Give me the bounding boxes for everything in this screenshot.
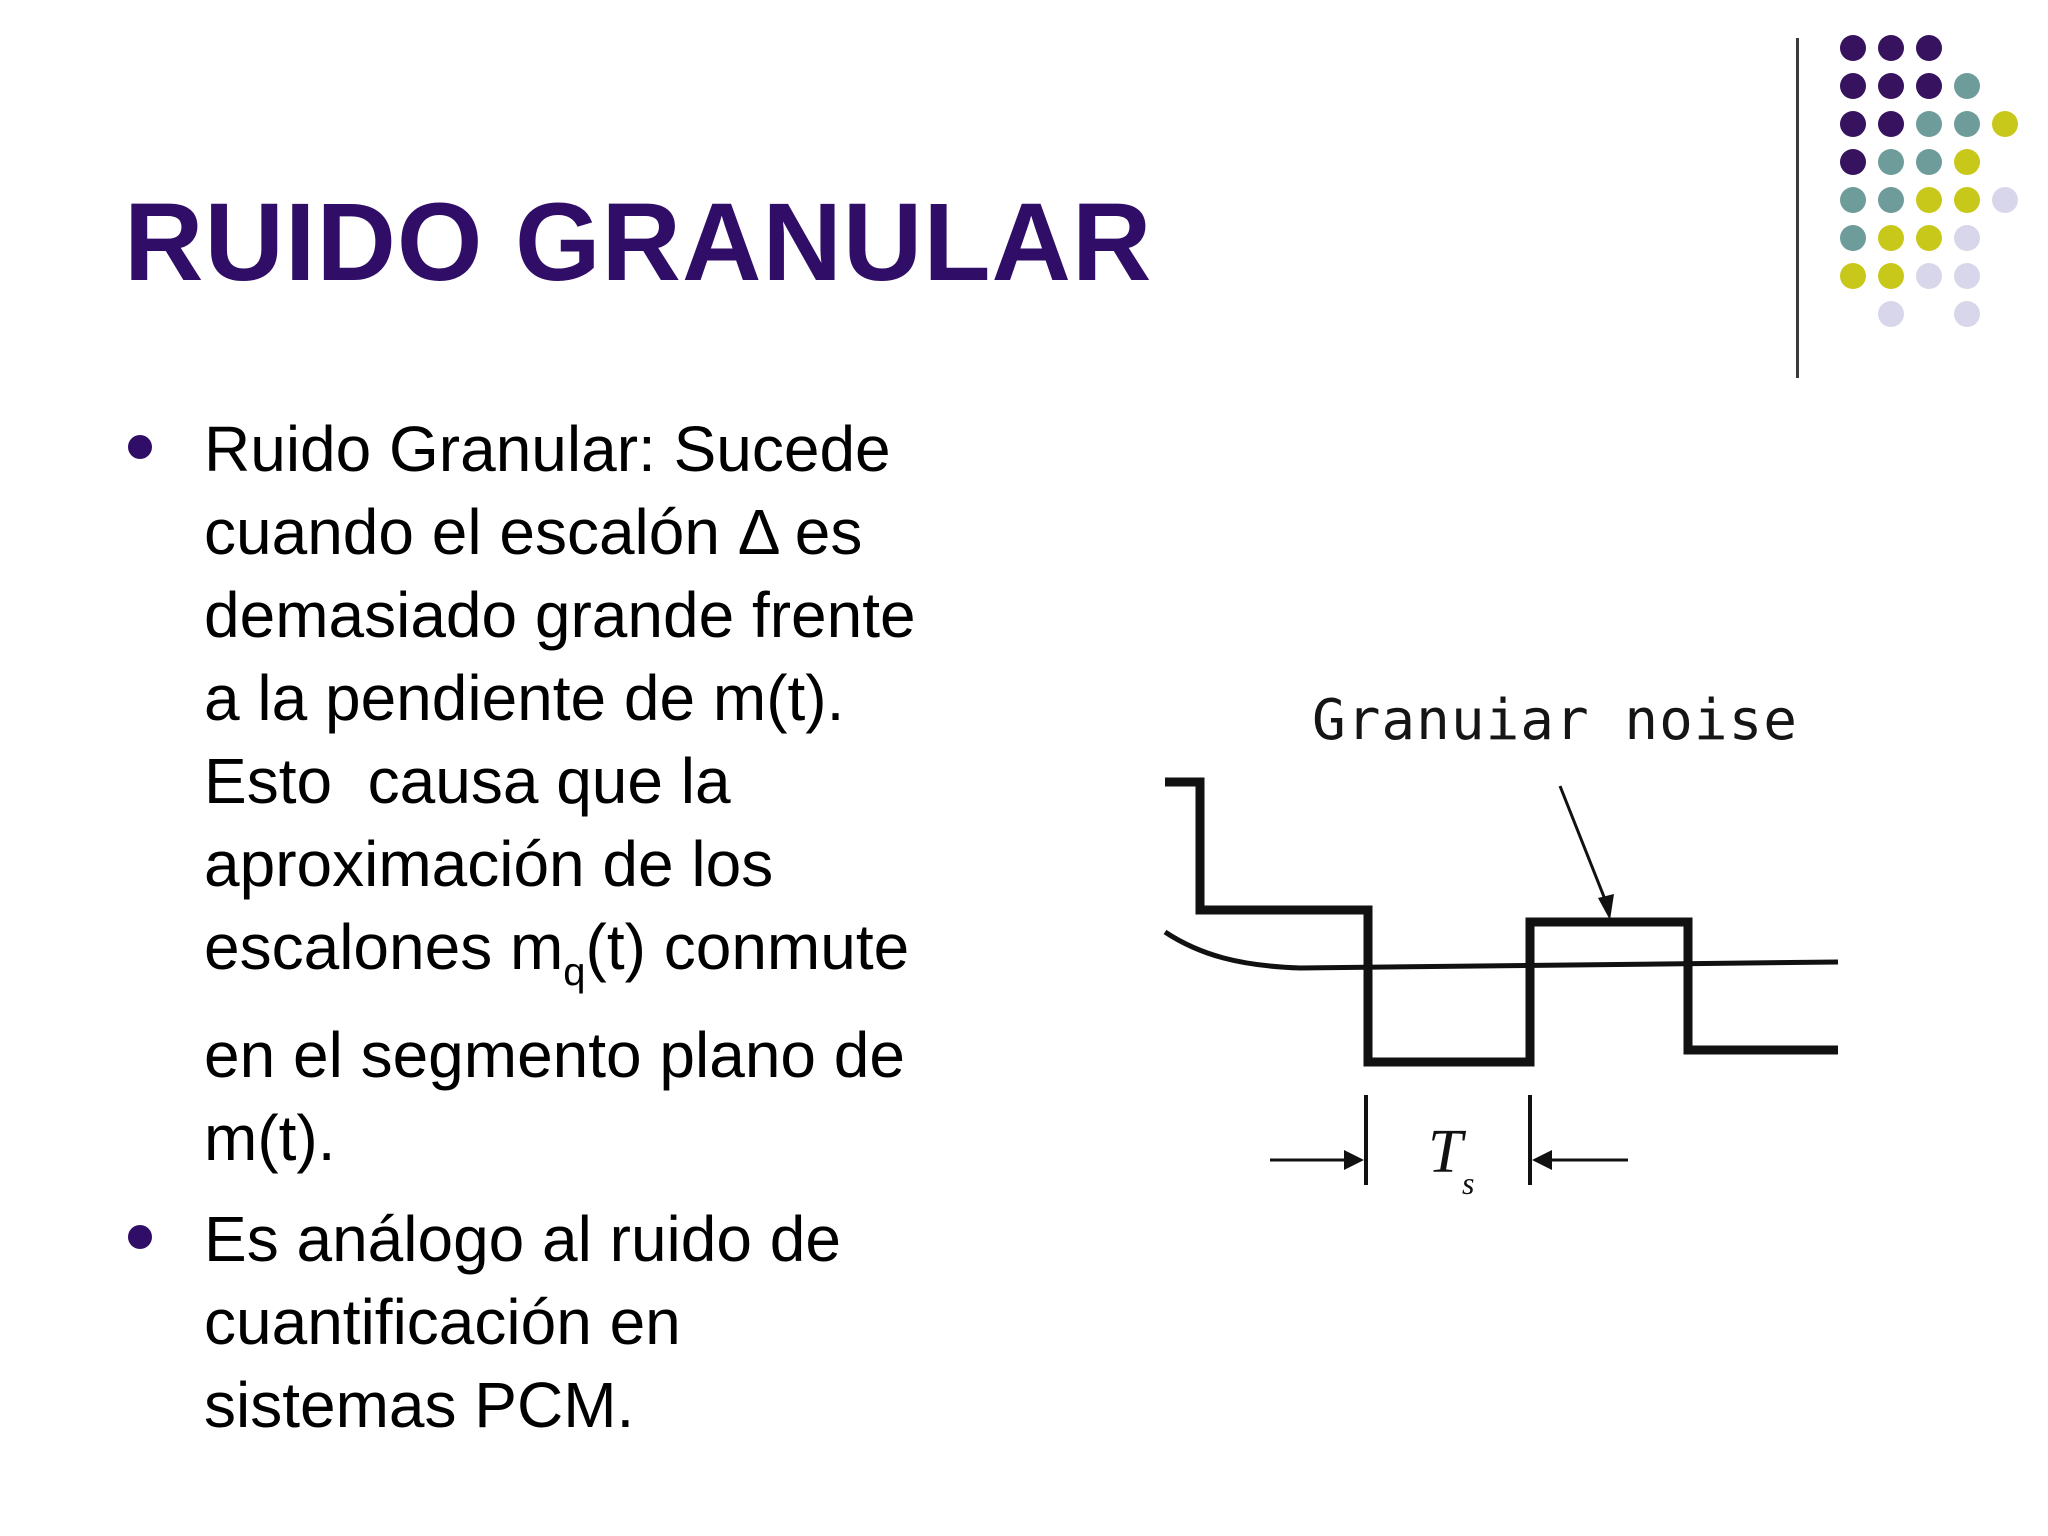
bullet-1-line-4: a la pendiente de m(t). [204, 662, 845, 734]
line-7-pre: escalones m [204, 911, 564, 983]
bullet-2-line-2: cuantificación en [204, 1286, 681, 1358]
bullet-1-line-2: cuando el escalón Δ es [204, 496, 863, 568]
bullet-item-2 [124, 1198, 1084, 1447]
annotation-pointer-line [1560, 786, 1610, 912]
bullet-list [124, 408, 1084, 1447]
dots-yellow [1840, 111, 2018, 289]
subscript-q: q [563, 950, 586, 994]
bullet-1-line-8: en el segmento plano de [204, 1019, 905, 1091]
bullet-dot-icon [128, 435, 152, 459]
period-arrow-right-head [1532, 1150, 1552, 1170]
smooth-signal-curve [1165, 932, 1838, 968]
granular-noise-diagram [1150, 680, 1850, 1220]
bullet-1-line-6: aproximación de los [204, 828, 774, 900]
staircase-approximation [1165, 782, 1838, 1062]
period-arrow-left-head [1344, 1150, 1364, 1170]
vertical-divider [1796, 38, 1799, 378]
bullet-1-line-1: Ruido Granular: Sucede [204, 413, 891, 485]
period-symbol: T [1428, 1118, 1463, 1186]
bullet-1-line-5: Esto causa que la [204, 745, 731, 817]
period-subscript: s [1462, 1165, 1475, 1201]
annotation-arrowhead [1598, 894, 1614, 920]
bullet-2-line-1: Es análogo al ruido de [204, 1203, 841, 1275]
bullet-dot-icon [128, 1225, 152, 1249]
bullet-1-line-3: demasiado grande frente [204, 579, 916, 651]
line-7-post: (t) conmute [585, 911, 910, 983]
bullet-2-line-3: sistemas PCM. [204, 1369, 635, 1441]
figure-label: Granuiar noise [1312, 688, 1799, 753]
bullet-1-line-9: m(t). [204, 1102, 336, 1174]
bullet-item-1 [124, 408, 1084, 1180]
slide-title: RUIDO GRANULAR [124, 181, 1153, 304]
bullet-1-line-7 [204, 906, 1084, 1014]
